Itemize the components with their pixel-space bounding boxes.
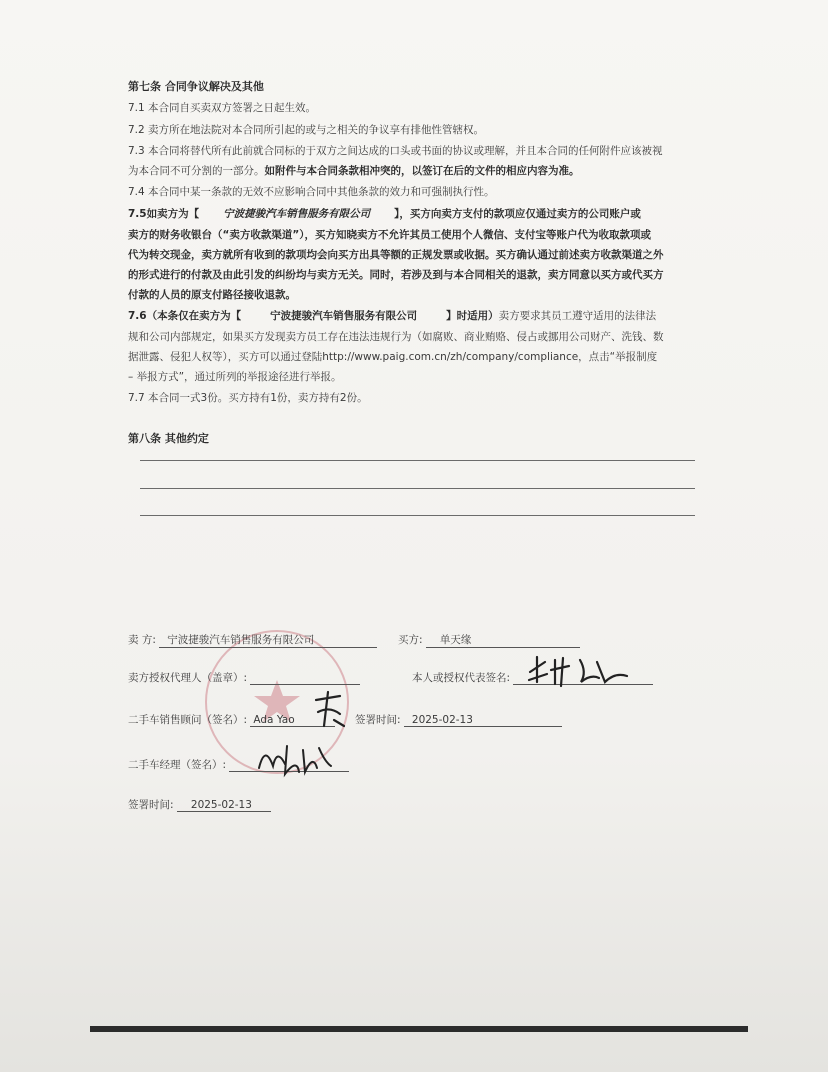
clause-7-5-company: 宁波捷骏汽车销售服务有限公司 [223,208,371,220]
clause-7-5-line1 [128,205,718,223]
clause-7-4: 7.4 本合同中某一条款的无效不应影响合同中其他条款的效力和可强制执行性。 [128,186,495,198]
clause-7-3-line2-b: 如附件与本合同条款相冲突的，以签订在后的文件的相应内容为准。 [264,165,580,177]
seller-row [128,632,377,648]
bottom-time-value: 2025-02-13 [177,799,271,812]
bottom-time-row [128,797,271,812]
clause-7-5-line2: 卖方的财务收银台（“卖方收款渠道”），买方知晓卖方不允许其员工使用个人微信、支付宝等账户代为收取款项或 [128,229,652,241]
article8-heading: 第八条 其他约定 [128,432,209,445]
seller-label: 卖 方: [128,634,156,646]
seller-agent-row [128,670,360,685]
clause-7-6-line1 [128,307,718,325]
manager-handwritten-signature [255,738,335,778]
sign-time-value: 2025-02-13 [404,714,562,727]
clause-7-5-line4: 的形式进行的付款及由此引发的纠纷均与卖方无关。同时，若涉及到与本合同相关的退款，卖方同意以买方或代买方 [128,269,664,281]
clause-7-6-suffix: 】时适用） [446,310,499,322]
clause-7-6-line4: – 举报方式”，通过所列的举报途径进行举报。 [128,371,342,383]
advisor-handwritten-signature [310,690,350,730]
clause-7-6-line2: 规和公司内部规定，如果买方发现卖方员工存在违法违规行为（如腐败、商业贿赂、侵占或挪用公司财产、洗钱、数 [128,331,664,343]
article7-heading: 第七条 合同争议解决及其他 [128,80,264,93]
buyer-handwritten-signature [525,652,635,692]
clause-7-6-line3: 据泄露、侵犯人权等），买方可以通过登陆http://www.paig.com.cn/zh/company/compliance，点击“举报制度 [128,351,658,363]
clause-7-1: 7.1 本合同自买卖双方签署之日起生效。 [128,102,317,114]
clause-7-7: 7.7 本合同一式3份。买方持有1份，卖方持有2份。 [128,392,368,404]
buyer-row [398,632,580,648]
buyer-label: 买方: [398,634,423,646]
clause-7-3-line2-a: 为本合同不可分割的一部分。 [128,165,265,177]
buyer-sign-label: 本人或授权代表签名: [412,672,511,684]
clause-7-3-line2 [128,162,718,180]
sign-time-row [355,712,562,727]
manager-label: 二手车经理（签名）: [128,759,227,771]
bottom-time-label: 签署时间: [128,799,174,811]
blank-line-1 [140,460,695,461]
page-edge-shadow [90,1026,748,1032]
seller-agent-label: 卖方授权代理人（盖章）: [128,672,248,684]
clause-7-3-line1: 7.3 本合同将替代所有此前就合同标的于双方之间达成的口头或书面的协议或理解，并且本合同的任何附件应该被视 [128,145,663,157]
clause-7-6-prefix: 7.6（本条仅在卖方为【 [128,310,242,322]
blank-line-2 [140,488,695,489]
clause-7-2: 7.2 卖方所在地法院对本合同所引起的或与之相关的争议享有排他性管辖权。 [128,124,485,136]
clause-7-6-company: 宁波捷骏汽车销售服务有限公司 [270,310,418,322]
clause-7-5-line5: 付款的人员的原支付路径接收退款。 [128,289,296,301]
clause-7-5-line1-rest: 】，买方向卖方支付的款项应仅通过卖方的公司账户或 [394,208,641,220]
sign-time-label: 签署时间: [355,714,401,726]
advisor-row [128,712,335,727]
seller-agent-line [250,672,360,685]
advisor-label: 二手车销售顾问（签名）: [128,714,248,726]
clause-7-5-prefix: 7.5如卖方为【 [128,208,200,220]
clause-7-5-line3: 代为转交现金，卖方就所有收到的款项均会向买方出具等额的正规发票或收据。买方确认通过前述卖方收款渠道之外 [128,249,664,261]
clause-7-6-line1-rest: 卖方要求其员工遵守适用的法律法 [498,310,657,322]
seller-value: 宁波捷骏汽车销售服务有限公司 [159,632,377,648]
buyer-value: 单天缘 [426,632,580,648]
advisor-value: Ada Yao [250,714,335,727]
blank-line-3 [140,515,695,516]
